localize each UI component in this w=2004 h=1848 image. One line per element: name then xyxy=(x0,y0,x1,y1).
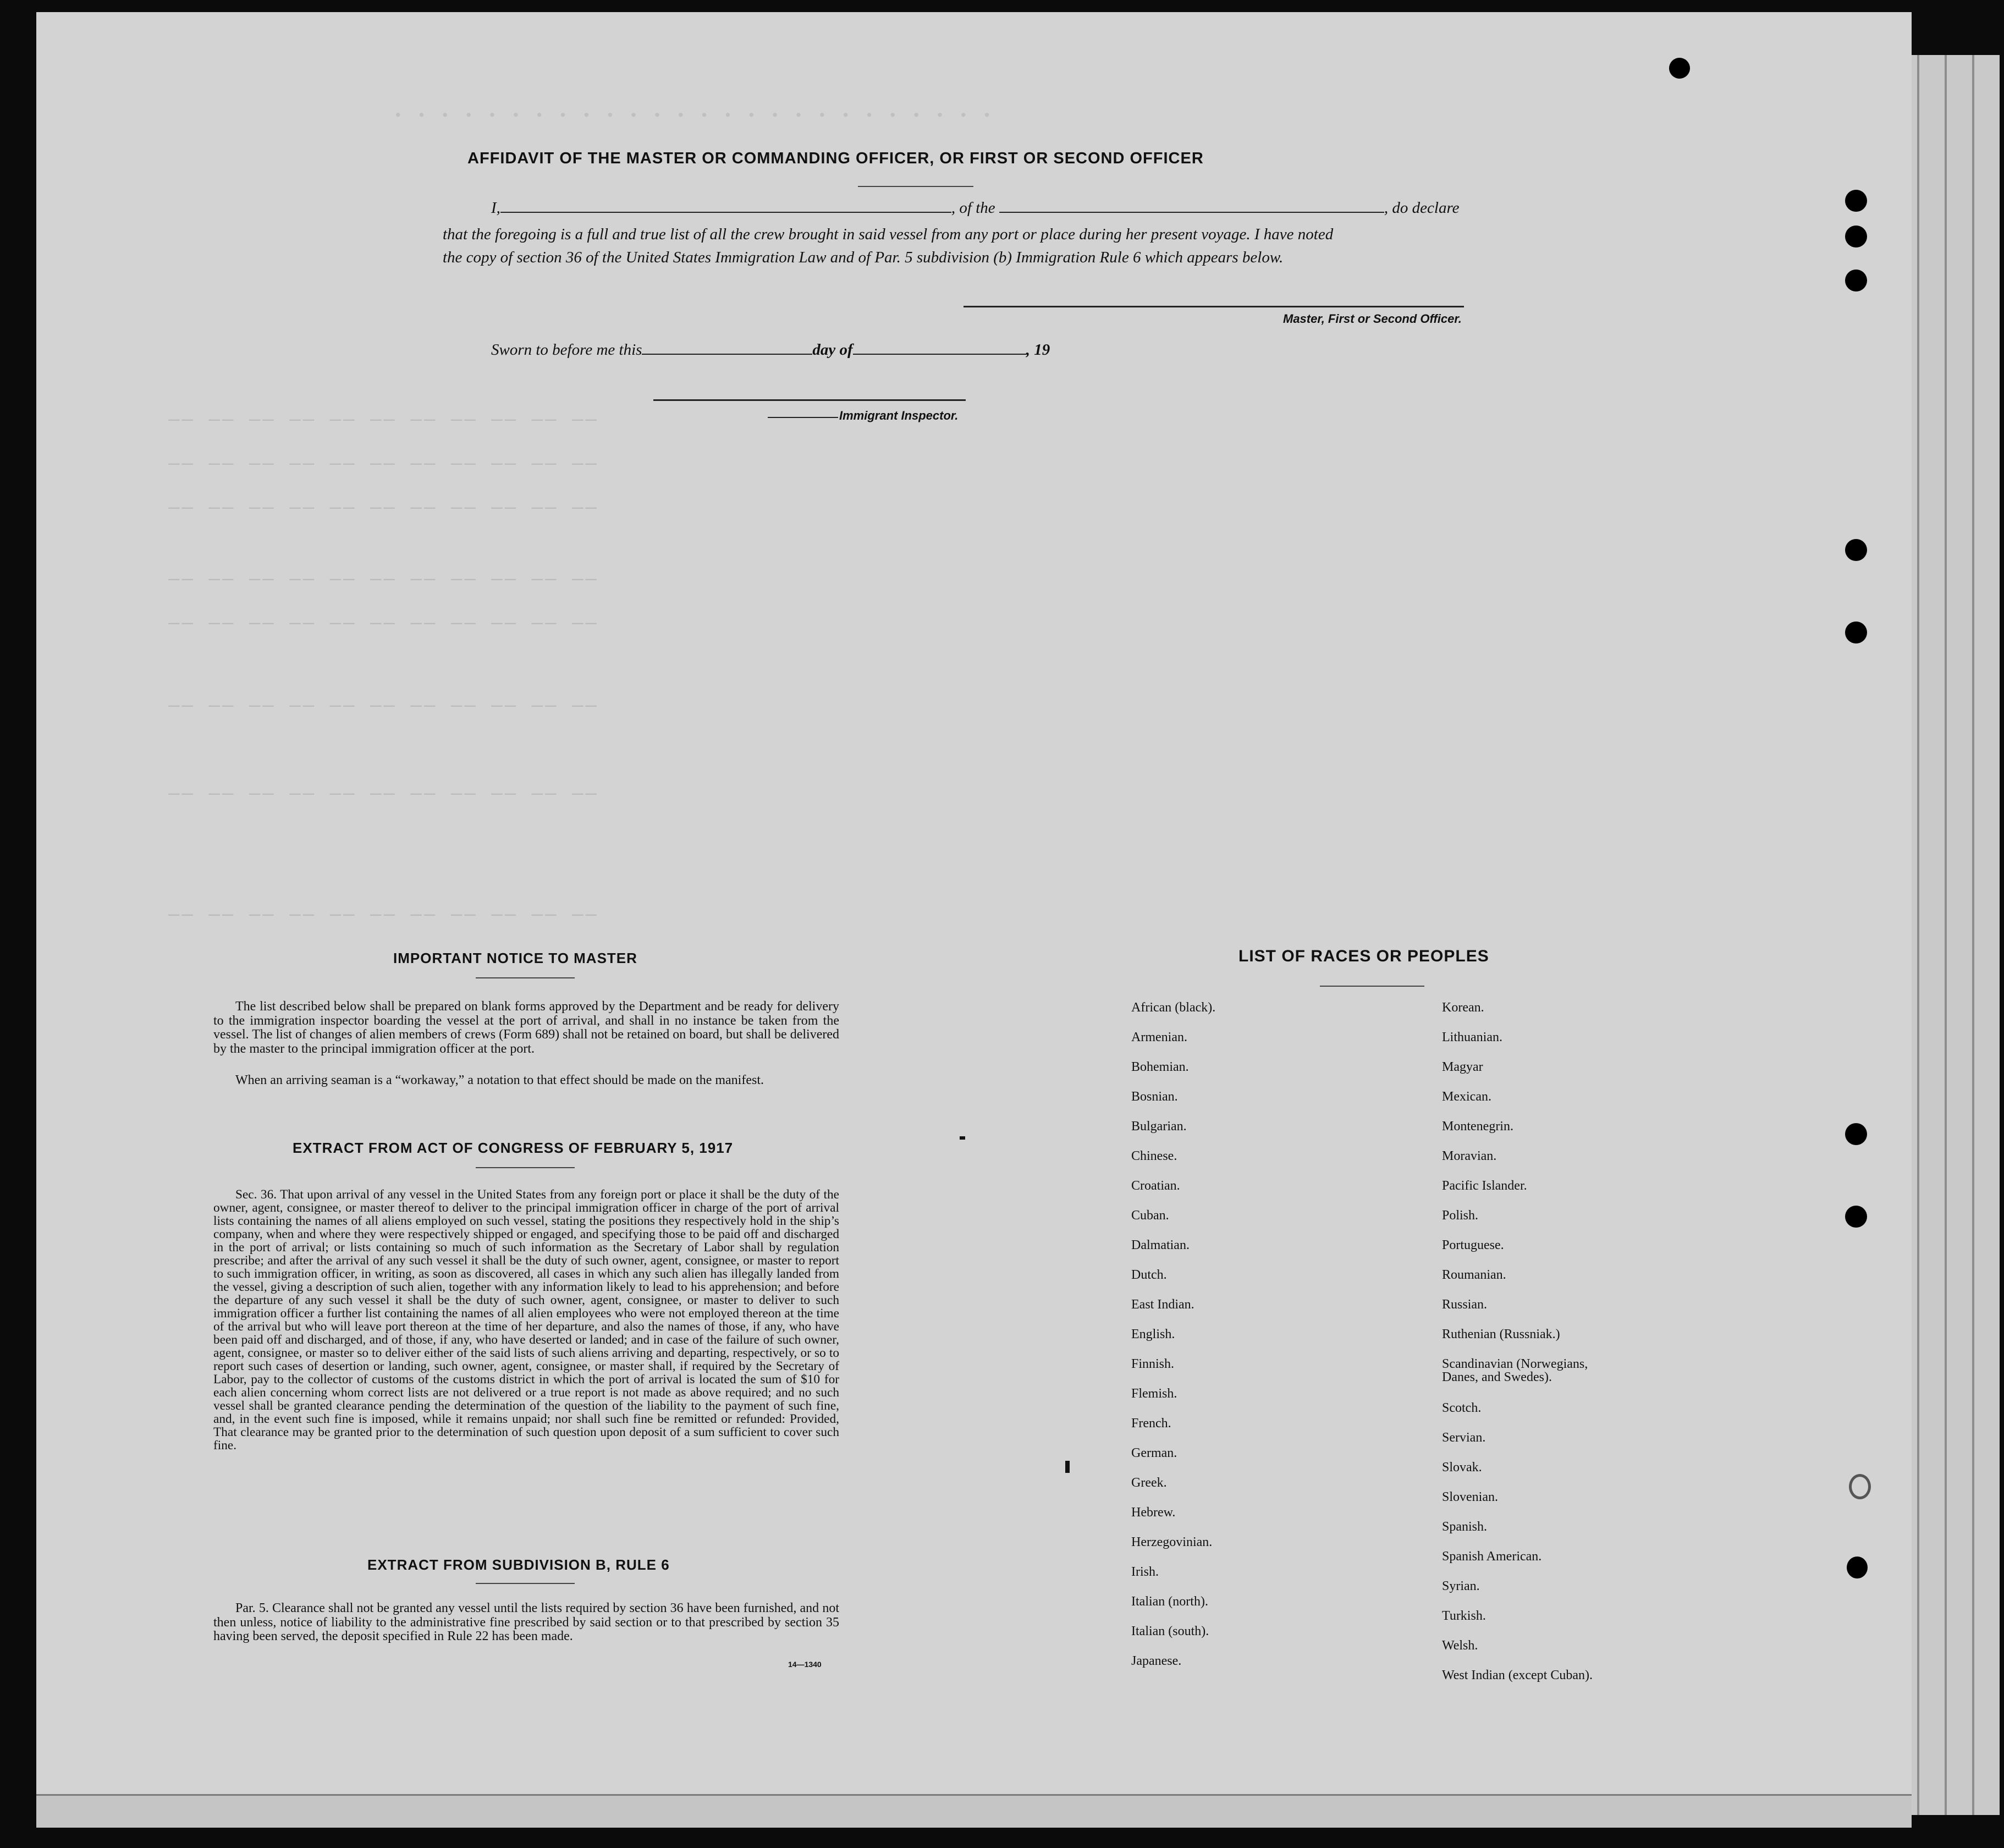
affidavit-line-3: the copy of section 36 of the United States Immigration Law and of Par. 5 subdivision (b) Immigration Rule 6 which appears below. xyxy=(443,249,1284,266)
race-item: Spanish American. xyxy=(1442,1549,1542,1564)
race-item: German. xyxy=(1131,1446,1177,1460)
act-extract-title: EXTRACT FROM ACT OF CONGRESS OF FEBRUARY 5, 1917 xyxy=(293,1140,734,1156)
race-item: Cuban. xyxy=(1131,1208,1169,1223)
race-item: Scandinavian (Norwegians, Danes, and Swedes). xyxy=(1442,1357,1588,1384)
race-item: Italian (south). xyxy=(1131,1624,1209,1638)
act-extract-text: Sec. 36. That upon arrival of any vessel in the United States from any foreign port or place it shall be the duty of the owner, agent, consignee, or master thereof to deliver to the principal immigration officer in charge of the port of arrival lists containing the names of all aliens employed on such vessel, stating the positions they respectively hold in the ship’s company, when and where they were respectively shipped or engaged, and specifying those to be paid off and discharged in the port of arrival; or lists containing so much of such information as the Secretary of Labor shall by regulation prescribe; and after the arrival of any such vessel it shall be the duty of such owner, agent, consignee, or master to report to such immigration officer, in writing, as soon as discovered, all cases in which any such alien has illegally landed from the vessel, giving a description of such alien, together with any information likely to lead to his apprehension; and before the departure of any such vessel it shall be the duty of such owner, agent, consignee, or master to deliver to such immigration officer a further list containing the names of all alien employees who were not employed thereon at the time of the arrival but who will leave port thereon at the time of her departure, and also the names of those, if any, who have been paid off and discharged, and of those, if any, who have deserted or landed; and in case of the failure of such owner, agent, consignee, or master so to deliver either of the said lists of such aliens arriving and departing, respectively, or so to report such cases of desertion or landing, such owner, agent, consignee, or master shall, if required by the Secretary of Labor, pay to the collector of customs of the customs district in which the port of arrival is located the sum of $10 for each alien concerning whom correct lists are not delivered or a true report is not made as above required; and no such vessel shall be granted clearance pending the determination of the question of the liability to the payment of such fine, and, in the event such fine is imposed, while it remains unpaid; nor shall such fine be remitted or refunded: Provided, That clearance may be granted prior to the determination of such question upon deposit of a sum sufficient to cover such fine. xyxy=(213,1187,839,1453)
affidavit-line-2: that the foregoing is a full and true list of all the crew brought in said vessel from any port or place during her present voyage. I have noted xyxy=(443,226,1334,243)
bleed-through-header: · · · · · · · · · · · · · · · · · · · · · · · · · · xyxy=(394,101,996,129)
punch-hole xyxy=(1845,1123,1867,1145)
race-item: English. xyxy=(1131,1327,1175,1341)
bleed-through-row: ‒‒ ‒‒ ‒‒ ‒‒ ‒‒ ‒‒ ‒‒ ‒‒ ‒‒ ‒‒ ‒‒ xyxy=(168,782,599,804)
race-item: Greek. xyxy=(1131,1476,1167,1490)
sworn-text: Sworn to before me this xyxy=(491,341,642,359)
notice-paragraph-1: The list described below shall be prepared on blank forms approved by the Department and be ready for delivery to the immigration inspector boarding the vessel at the port of arrival, and shall in no instance be taken from the vessel. The list of changes of alien members of crews (Form 689) shall not be retained on board, but shall be delivered by the master to the principal immigration officer at the port. xyxy=(213,999,839,1056)
affidavit-i: I, xyxy=(491,199,500,217)
race-item: Spanish. xyxy=(1442,1520,1488,1534)
divider xyxy=(476,977,575,978)
race-item: Armenian. xyxy=(1131,1030,1187,1044)
divider xyxy=(858,186,973,187)
bleed-through-row: ‒‒ ‒‒ ‒‒ ‒‒ ‒‒ ‒‒ ‒‒ ‒‒ ‒‒ ‒‒ ‒‒ xyxy=(168,694,599,716)
race-item: Dutch. xyxy=(1131,1268,1167,1282)
race-item: Moravian. xyxy=(1442,1149,1497,1163)
race-item: East Indian. xyxy=(1131,1297,1194,1312)
punch-hole xyxy=(1669,58,1690,79)
race-item: Flemish. xyxy=(1131,1387,1177,1401)
sworn-line xyxy=(491,341,1050,359)
race-item: French. xyxy=(1131,1416,1171,1431)
race-item: Herzegovinian. xyxy=(1131,1535,1213,1549)
divider xyxy=(476,1167,575,1168)
vessel-blank[interactable] xyxy=(999,200,1384,213)
race-item: Russian. xyxy=(1442,1297,1488,1312)
race-item: Croatian. xyxy=(1131,1179,1180,1193)
rule-extract-text: Par. 5. Clearance shall not be granted any vessel until the lists required by section 36 have been furnished, and not then unless, notice of liability to the administrative fine prescribed by said section or to that prescribed by section 35 having been served, the deposit specified in Rule 22 has been made. xyxy=(213,1601,839,1643)
race-item: Slovak. xyxy=(1442,1460,1482,1475)
races-right-column xyxy=(1442,1001,1593,1698)
race-item: Ruthenian (Russniak.) xyxy=(1442,1327,1560,1341)
inspector-signature-line[interactable] xyxy=(653,399,966,401)
races-left-column xyxy=(1131,1001,1215,1684)
race-item: Mexican. xyxy=(1442,1090,1491,1104)
inspector-label: Immigrant Inspector. xyxy=(839,409,959,422)
race-item: Syrian. xyxy=(1442,1579,1480,1593)
punch-hole xyxy=(1849,1474,1871,1499)
race-item: Polish. xyxy=(1442,1208,1479,1223)
affidavit-line-1 xyxy=(491,199,1460,217)
race-item: Lithuanian. xyxy=(1442,1030,1502,1044)
race-item: Scotch. xyxy=(1442,1401,1482,1415)
bleed-through-row: ‒‒ ‒‒ ‒‒ ‒‒ ‒‒ ‒‒ ‒‒ ‒‒ ‒‒ ‒‒ ‒‒ xyxy=(168,903,599,925)
affidavit-do-declare: , do declare xyxy=(1384,199,1460,217)
bleed-through-row: ‒‒ ‒‒ ‒‒ ‒‒ ‒‒ ‒‒ ‒‒ ‒‒ ‒‒ ‒‒ ‒‒ xyxy=(168,612,599,634)
race-item: Montenegrin. xyxy=(1442,1119,1513,1134)
race-item: Bosnian. xyxy=(1131,1090,1178,1104)
document-page xyxy=(36,12,1912,1827)
notice-title: IMPORTANT NOTICE TO MASTER xyxy=(393,950,637,966)
race-item: Servian. xyxy=(1442,1431,1486,1445)
race-item: Slovenian. xyxy=(1442,1490,1498,1504)
race-item: Dalmatian. xyxy=(1131,1238,1190,1252)
bleed-through-row: ‒‒ ‒‒ ‒‒ ‒‒ ‒‒ ‒‒ ‒‒ ‒‒ ‒‒ ‒‒ ‒‒ xyxy=(168,496,599,518)
punch-hole xyxy=(1847,1557,1868,1579)
race-item: Irish. xyxy=(1131,1565,1159,1579)
race-item: Portuguese. xyxy=(1442,1238,1504,1252)
affidavit-of-the: , of the xyxy=(951,199,995,217)
race-item: Welsh. xyxy=(1442,1638,1478,1653)
punch-hole xyxy=(1845,622,1867,644)
punch-hole xyxy=(1845,226,1867,248)
race-item: Italian (north). xyxy=(1131,1594,1208,1609)
bleed-through-row: ‒‒ ‒‒ ‒‒ ‒‒ ‒‒ ‒‒ ‒‒ ‒‒ ‒‒ ‒‒ ‒‒ xyxy=(168,568,599,590)
race-item: Chinese. xyxy=(1131,1149,1177,1163)
stray-mark xyxy=(1065,1461,1070,1473)
race-item: Japanese. xyxy=(1131,1654,1182,1668)
divider xyxy=(476,1583,575,1584)
punch-hole xyxy=(1845,190,1867,212)
punch-hole xyxy=(1845,539,1867,561)
race-item: Bohemian. xyxy=(1131,1060,1189,1074)
race-item: African (black). xyxy=(1131,1000,1216,1015)
form-number: 14—1340 xyxy=(788,1660,822,1669)
divider xyxy=(1320,986,1424,987)
page-bottom-edge xyxy=(36,1794,1912,1828)
race-item: Korean. xyxy=(1442,1000,1484,1015)
sworn-year: , 19 xyxy=(1026,341,1050,359)
race-item: Roumanian. xyxy=(1442,1268,1506,1282)
bleed-through-row: ‒‒ ‒‒ ‒‒ ‒‒ ‒‒ ‒‒ ‒‒ ‒‒ ‒‒ ‒‒ ‒‒ xyxy=(168,408,599,430)
race-item: Magyar xyxy=(1442,1060,1483,1074)
sworn-day-blank[interactable] xyxy=(642,342,812,355)
race-item: Pacific Islander. xyxy=(1442,1179,1527,1193)
name-blank[interactable] xyxy=(500,200,951,213)
race-item: Turkish. xyxy=(1442,1609,1486,1623)
race-item: Bulgarian. xyxy=(1131,1119,1187,1134)
master-signature-line[interactable] xyxy=(964,306,1464,307)
bleed-through-row: ‒‒ ‒‒ ‒‒ ‒‒ ‒‒ ‒‒ ‒‒ ‒‒ ‒‒ ‒‒ ‒‒ xyxy=(168,452,599,474)
rule-extract-title: EXTRACT FROM SUBDIVISION B, RULE 6 xyxy=(367,1557,670,1573)
race-item: West Indian (except Cuban). xyxy=(1442,1668,1593,1682)
affidavit-title: AFFIDAVIT OF THE MASTER OR COMMANDING OFFICER, OR FIRST OR SECOND OFFICER xyxy=(467,150,1204,167)
races-title: LIST OF RACES OR PEOPLES xyxy=(1238,947,1489,965)
stray-mark xyxy=(960,1136,965,1140)
race-item: Hebrew. xyxy=(1131,1505,1176,1520)
punch-hole xyxy=(1845,1206,1867,1228)
notice-paragraph-2: When an arriving seaman is a “workaway,” a notation to that effect should be made on the manifest. xyxy=(235,1073,764,1087)
race-item: Finnish. xyxy=(1131,1357,1175,1371)
sworn-day-of: day of xyxy=(812,341,853,359)
punch-hole xyxy=(1845,270,1867,292)
inspector-dash xyxy=(768,417,838,418)
sworn-month-blank[interactable] xyxy=(853,342,1026,355)
master-signature-label: Master, First or Second Officer. xyxy=(1283,312,1462,326)
